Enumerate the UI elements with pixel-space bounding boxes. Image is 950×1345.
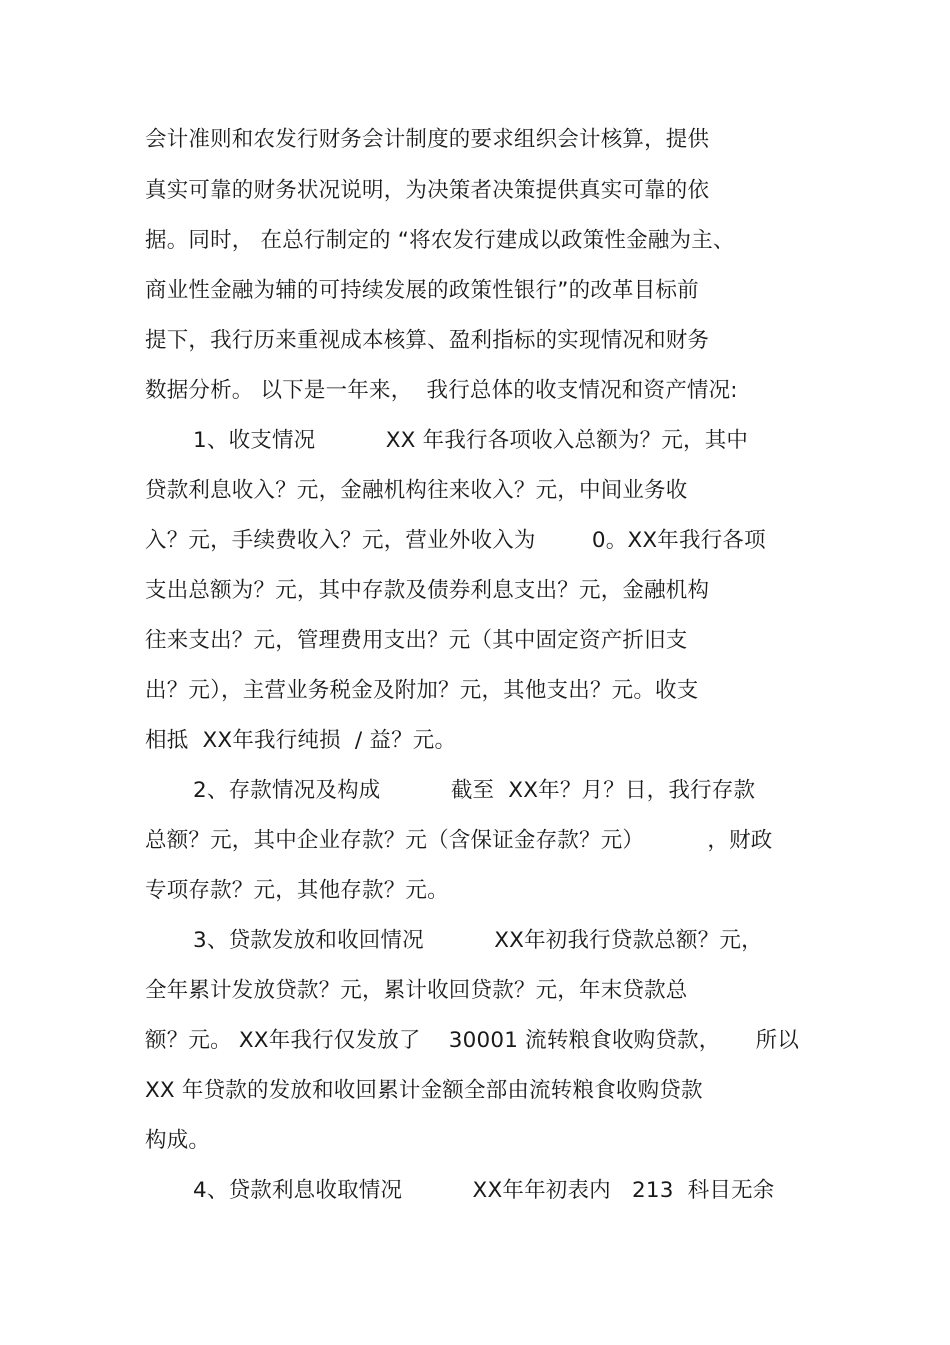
section-heading-line: 1、收支情况 XX 年我行各项收入总额为？元，其中 [193,428,749,453]
text-line: 入？元，手续费收入？元，营业外收入为 0。XX年我行各项 [145,528,766,553]
text-line: 据。同时， 在总行制定的 “将农发行建成以政策性金融为主、 [145,228,735,253]
text-line: 提下，我行历来重视成本核算、盈利指标的实现情况和财务 [145,328,710,353]
text-line: 数据分析。 以下是一年来， 我行总体的收支情况和资产情况: [145,378,738,403]
text-line: 真实可靠的财务状况说明，为决策者决策提供真实可靠的依 [145,178,710,203]
text-line: 支出总额为？元，其中存款及债券利息支出？元，金融机构 [145,578,710,603]
text-line: 全年累计发放贷款？元，累计收回贷款？元，年末贷款总 [145,978,688,1003]
text-line: 往来支出？元，管理费用支出？元（其中固定资产折旧支 [145,628,688,653]
text-line: XX 年贷款的发放和收回累计金额全部由流转粮食收购贷款 [145,1078,703,1103]
text-line: 商业性金融为辅的可持续发展的政策性银行”的改革目标前 [145,278,699,303]
text-line: 相抵 XX年我行纯损 / 益？元。 [145,728,457,753]
text-line: 出？元），主营业务税金及附加？元，其他支出？元。收支 [145,678,699,703]
section-heading-line: 2、存款情况及构成 截至 XX年？月？日，我行存款 [193,778,756,803]
text-line: 额？元。 XX年我行仅发放了 30001 流转粮食收购贷款， 所以 [145,1028,800,1053]
section-heading-line: 4、贷款利息收取情况 XX年年初表内 213 科目无余 [193,1178,775,1203]
section-heading-line: 3、贷款发放和收回情况 XX年初我行贷款总额？元， [193,928,763,953]
text-line: 构成。 [145,1128,211,1153]
text-line: 贷款利息收入？元，金融机构往来收入？元，中间业务收 [145,478,688,503]
text-line: 会计准则和农发行财务会计制度的要求组织会计核算，提供 [145,127,710,152]
text-line: 总额？元，其中企业存款？元（含保证金存款？元） ，财政 [145,828,773,853]
text-line: 专项存款？元，其他存款？元。 [145,878,449,903]
